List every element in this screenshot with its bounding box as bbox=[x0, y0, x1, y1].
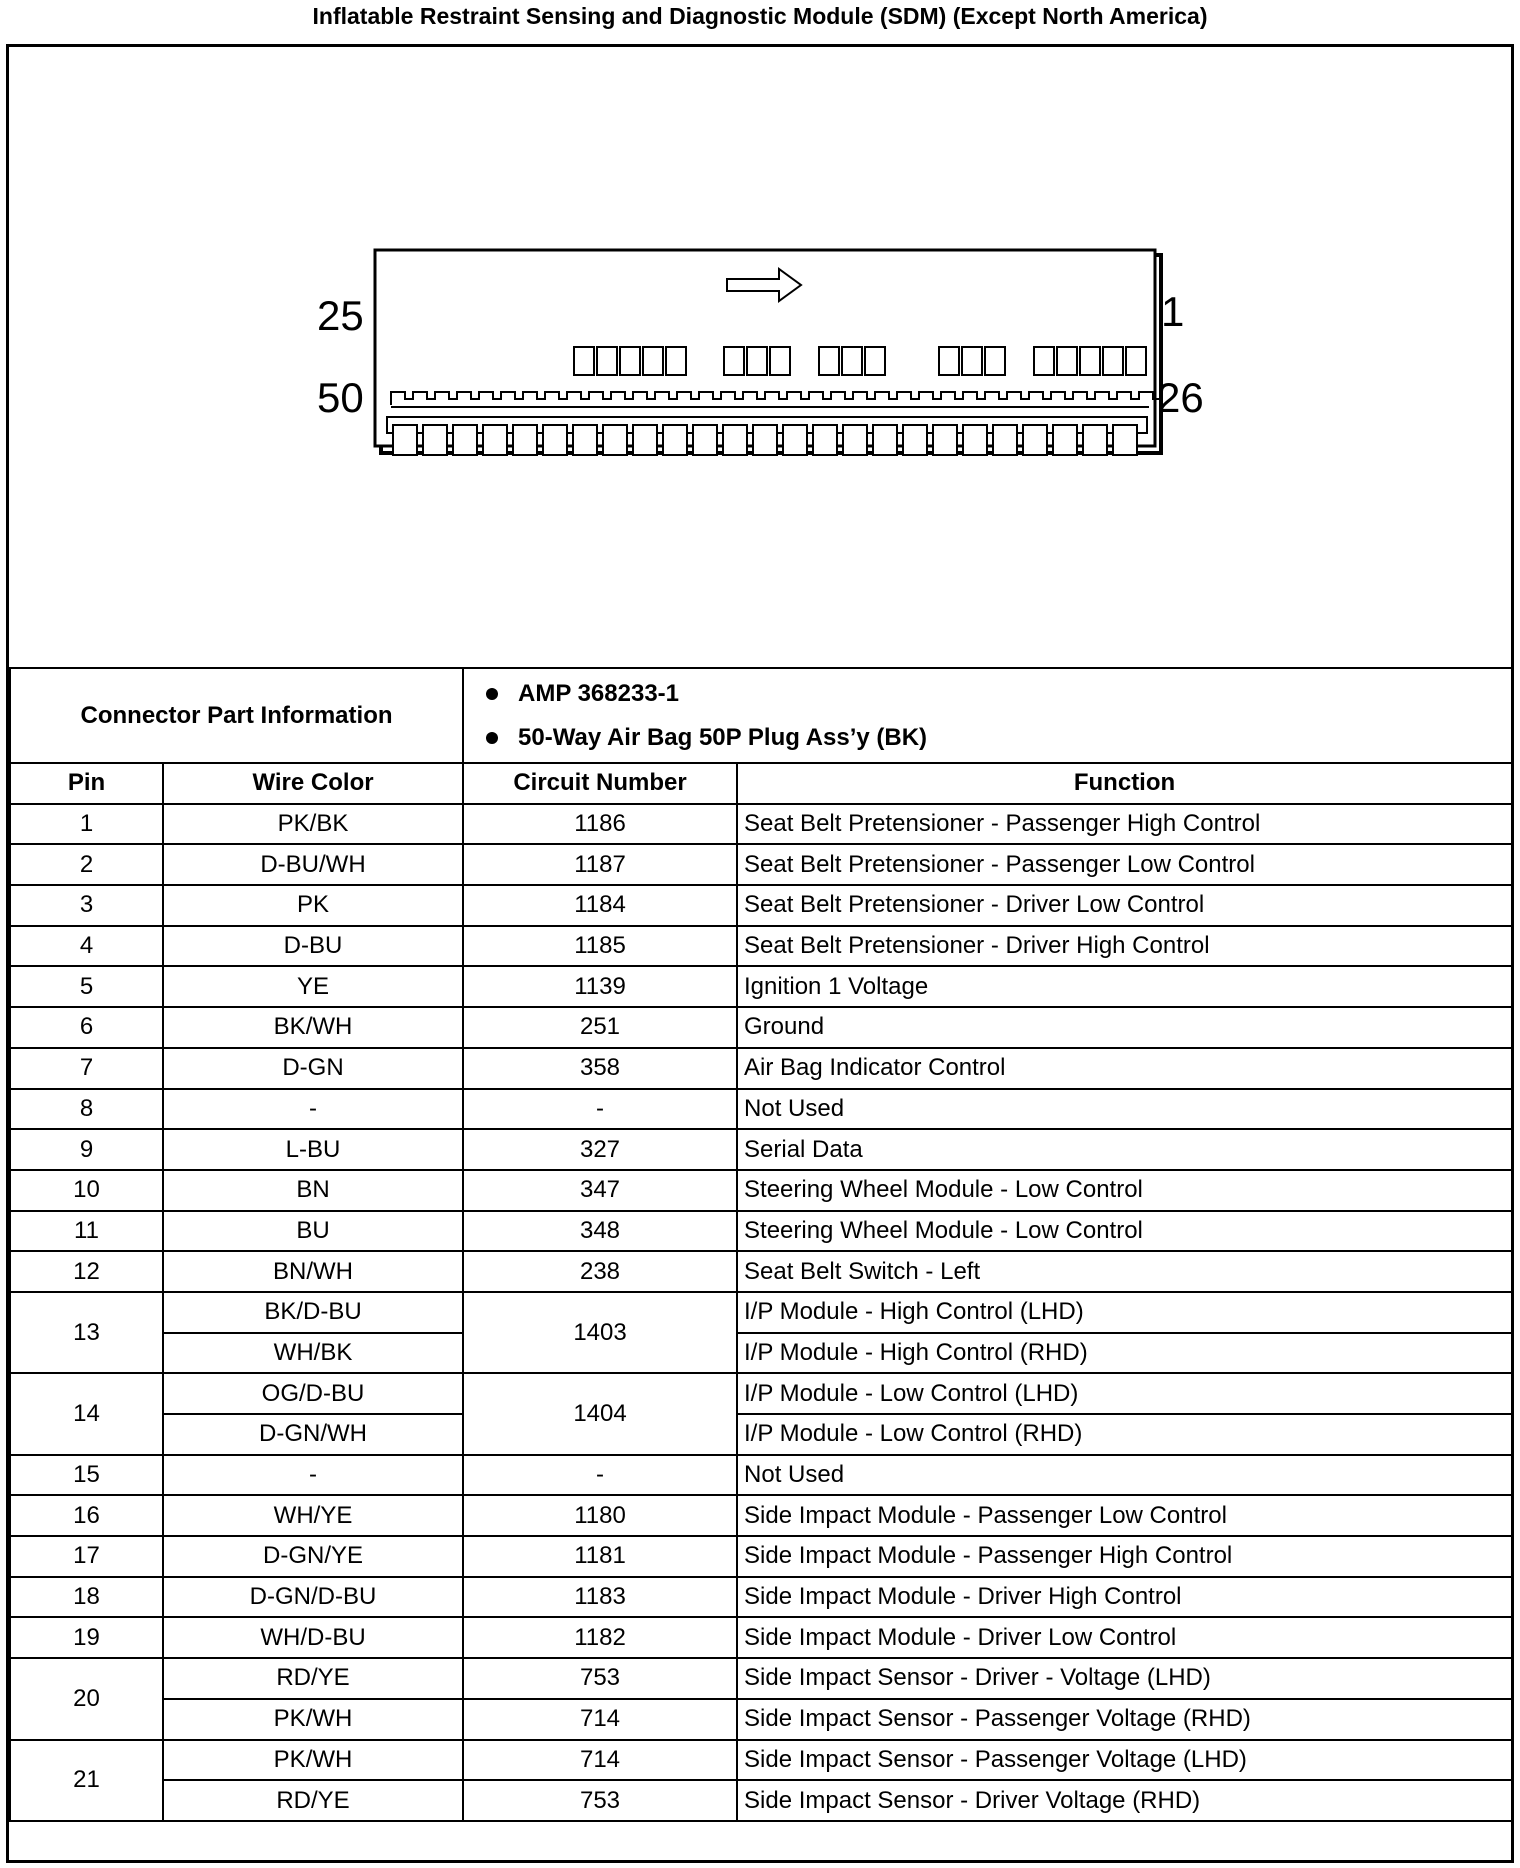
wire-color-cell: BU bbox=[163, 1211, 463, 1252]
pin-label-50: 50 bbox=[317, 374, 364, 421]
circuit-cell: 358 bbox=[463, 1048, 737, 1089]
wire-color-cell: BN bbox=[163, 1170, 463, 1211]
function-cell: I/P Module - High Control (RHD) bbox=[737, 1333, 1512, 1374]
part-info-item bbox=[486, 672, 1511, 716]
circuit-cell: 753 bbox=[463, 1658, 737, 1699]
wire-color-cell: - bbox=[163, 1089, 463, 1130]
wire-color-cell: RD/YE bbox=[163, 1780, 463, 1821]
circuit-cell: 1183 bbox=[463, 1577, 737, 1618]
function-cell: I/P Module - Low Control (RHD) bbox=[737, 1414, 1512, 1455]
part-number: AMP 368233-1 bbox=[518, 679, 680, 707]
wire-color-cell: PK/WH bbox=[163, 1740, 463, 1781]
column-header-function: Function bbox=[737, 763, 1512, 804]
circuit-cell: - bbox=[463, 1089, 737, 1130]
wire-color-cell: BK/WH bbox=[163, 1007, 463, 1048]
wire-color-cell: D-GN/WH bbox=[163, 1414, 463, 1455]
terminal-cavity bbox=[643, 347, 663, 375]
page-title: Inflatable Restraint Sensing and Diagnostic Module (SDM) (Except North America) bbox=[312, 3, 1208, 29]
pin-cell: 7 bbox=[10, 1048, 163, 1089]
function-cell: Seat Belt Pretensioner - Passenger Low Control bbox=[737, 844, 1512, 885]
terminal-cavity bbox=[573, 425, 597, 455]
terminal-cavity bbox=[1053, 425, 1077, 455]
terminal-cavity bbox=[939, 347, 959, 375]
wire-color-cell: D-GN/D-BU bbox=[163, 1577, 463, 1618]
pin-label-1: 1 bbox=[1161, 288, 1185, 335]
pin-cell: 10 bbox=[10, 1170, 163, 1211]
circuit-cell: - bbox=[463, 1455, 737, 1496]
terminal-cavity bbox=[903, 425, 927, 455]
bullet-icon bbox=[486, 688, 498, 700]
terminal-cavity bbox=[1057, 347, 1077, 375]
terminal-cavity bbox=[1034, 347, 1054, 375]
table-row bbox=[10, 1292, 1512, 1333]
table-row bbox=[10, 804, 1512, 845]
function-cell: Seat Belt Pretensioner - Passenger High Control bbox=[737, 804, 1512, 845]
pin-cell: 17 bbox=[10, 1536, 163, 1577]
table-row bbox=[10, 1251, 1512, 1292]
pin-cell: 14 bbox=[10, 1373, 163, 1454]
table-row bbox=[10, 1455, 1512, 1496]
wire-color-cell: YE bbox=[163, 966, 463, 1007]
pin-label-26: 26 bbox=[1157, 374, 1204, 421]
pin-label-25: 25 bbox=[317, 292, 364, 339]
terminal-cavity bbox=[483, 425, 507, 455]
terminal-cavity bbox=[597, 347, 617, 375]
circuit-cell: 714 bbox=[463, 1740, 737, 1781]
pin-cell: 16 bbox=[10, 1495, 163, 1536]
terminal-cavity bbox=[620, 347, 640, 375]
function-cell: Serial Data bbox=[737, 1129, 1512, 1170]
function-cell: Ground bbox=[737, 1007, 1512, 1048]
terminal-cavity bbox=[985, 347, 1005, 375]
terminal-cavity bbox=[574, 347, 594, 375]
pin-cell: 2 bbox=[10, 844, 163, 885]
wire-color-cell: D-GN/YE bbox=[163, 1536, 463, 1577]
terminal-cavity bbox=[423, 425, 447, 455]
terminal-cavity bbox=[543, 425, 567, 455]
pin-cell: 21 bbox=[10, 1740, 163, 1821]
table-row bbox=[10, 1495, 1512, 1536]
pin-cell: 9 bbox=[10, 1129, 163, 1170]
connector-drawing bbox=[9, 47, 1511, 667]
table-row bbox=[10, 1211, 1512, 1252]
table-header-row bbox=[10, 763, 1512, 804]
table-row bbox=[10, 1333, 1512, 1374]
pin-cell: 11 bbox=[10, 1211, 163, 1252]
wire-color-cell: PK/WH bbox=[163, 1699, 463, 1740]
pin-cell: 15 bbox=[10, 1455, 163, 1496]
circuit-cell: 348 bbox=[463, 1211, 737, 1252]
table-row bbox=[10, 1129, 1512, 1170]
table-row bbox=[10, 1089, 1512, 1130]
function-cell: Steering Wheel Module - Low Control bbox=[737, 1170, 1512, 1211]
function-cell: I/P Module - Low Control (LHD) bbox=[737, 1373, 1512, 1414]
terminal-cavity bbox=[723, 425, 747, 455]
table-row bbox=[10, 1373, 1512, 1414]
terminal-cavity bbox=[813, 425, 837, 455]
circuit-cell: 1185 bbox=[463, 926, 737, 967]
terminal-cavity bbox=[842, 347, 862, 375]
terminal-cavity bbox=[663, 425, 687, 455]
connector-view bbox=[9, 47, 1511, 667]
terminal-cavity bbox=[603, 425, 627, 455]
terminal-cavity bbox=[513, 425, 537, 455]
table-row bbox=[10, 1658, 1512, 1699]
table-row bbox=[10, 844, 1512, 885]
terminal-cavity bbox=[865, 347, 885, 375]
circuit-cell: 347 bbox=[463, 1170, 737, 1211]
circuit-cell: 753 bbox=[463, 1780, 737, 1821]
function-cell: Seat Belt Switch - Left bbox=[737, 1251, 1512, 1292]
table-row bbox=[10, 1780, 1512, 1821]
function-cell: Not Used bbox=[737, 1455, 1512, 1496]
pin-cell: 12 bbox=[10, 1251, 163, 1292]
circuit-cell: 238 bbox=[463, 1251, 737, 1292]
terminal-cavity bbox=[873, 425, 897, 455]
wire-color-cell: L-BU bbox=[163, 1129, 463, 1170]
function-cell: Seat Belt Pretensioner - Driver High Control bbox=[737, 926, 1512, 967]
wire-color-cell: WH/D-BU bbox=[163, 1617, 463, 1658]
pin-cell: 4 bbox=[10, 926, 163, 967]
circuit-cell: 1187 bbox=[463, 844, 737, 885]
terminal-cavity bbox=[1023, 425, 1047, 455]
circuit-cell: 1181 bbox=[463, 1536, 737, 1577]
function-cell: Side Impact Module - Passenger Low Control bbox=[737, 1495, 1512, 1536]
table-row bbox=[10, 1048, 1512, 1089]
pinout-table bbox=[9, 667, 1513, 1822]
circuit-cell: 1403 bbox=[463, 1292, 737, 1373]
function-cell: Side Impact Sensor - Passenger Voltage (RHD) bbox=[737, 1699, 1512, 1740]
function-cell: Ignition 1 Voltage bbox=[737, 966, 1512, 1007]
circuit-cell: 1184 bbox=[463, 885, 737, 926]
part-info-row bbox=[10, 668, 1512, 763]
circuit-cell: 1404 bbox=[463, 1373, 737, 1454]
part-info-list bbox=[463, 668, 1512, 763]
function-cell: Side Impact Sensor - Driver Voltage (RHD) bbox=[737, 1780, 1512, 1821]
pin-cell: 8 bbox=[10, 1089, 163, 1130]
circuit-cell: 1139 bbox=[463, 966, 737, 1007]
pin-cell: 18 bbox=[10, 1577, 163, 1618]
terminal-cavity bbox=[933, 425, 957, 455]
table-row bbox=[10, 1007, 1512, 1048]
terminal-cavity bbox=[963, 425, 987, 455]
terminal-cavity bbox=[633, 425, 657, 455]
table-row bbox=[10, 885, 1512, 926]
terminal-cavity bbox=[993, 425, 1017, 455]
function-cell: Side Impact Sensor - Passenger Voltage (LHD) bbox=[737, 1740, 1512, 1781]
pin-cell: 3 bbox=[10, 885, 163, 926]
wire-color-cell: WH/YE bbox=[163, 1495, 463, 1536]
circuit-cell: 327 bbox=[463, 1129, 737, 1170]
pin-cell: 6 bbox=[10, 1007, 163, 1048]
terminal-cavity bbox=[843, 425, 867, 455]
terminal-cavity bbox=[819, 347, 839, 375]
wire-color-cell: RD/YE bbox=[163, 1658, 463, 1699]
terminal-cavity bbox=[1126, 347, 1146, 375]
terminal-cavity bbox=[1103, 347, 1123, 375]
pin-cell: 13 bbox=[10, 1292, 163, 1373]
wire-color-cell: D-GN bbox=[163, 1048, 463, 1089]
function-cell: Side Impact Module - Driver High Control bbox=[737, 1577, 1512, 1618]
wire-color-cell: OG/D-BU bbox=[163, 1373, 463, 1414]
function-cell: Seat Belt Pretensioner - Driver Low Control bbox=[737, 885, 1512, 926]
part-info-item bbox=[486, 716, 1511, 760]
terminal-cavity bbox=[962, 347, 982, 375]
wire-color-cell: D-BU bbox=[163, 926, 463, 967]
function-cell: Air Bag Indicator Control bbox=[737, 1048, 1512, 1089]
function-cell: Side Impact Module - Passenger High Control bbox=[737, 1536, 1512, 1577]
terminal-cavity bbox=[747, 347, 767, 375]
terminal-cavity bbox=[724, 347, 744, 375]
wire-color-cell: BK/D-BU bbox=[163, 1292, 463, 1333]
terminal-cavity bbox=[1080, 347, 1100, 375]
table-row bbox=[10, 1414, 1512, 1455]
wire-color-cell: WH/BK bbox=[163, 1333, 463, 1374]
circuit-cell: 1182 bbox=[463, 1617, 737, 1658]
pin-cell: 19 bbox=[10, 1617, 163, 1658]
terminal-cavity bbox=[1083, 425, 1107, 455]
circuit-cell: 714 bbox=[463, 1699, 737, 1740]
column-header-circuit: Circuit Number bbox=[463, 763, 737, 804]
table-row bbox=[10, 926, 1512, 967]
terminal-cavity bbox=[453, 425, 477, 455]
terminal-cavity bbox=[753, 425, 777, 455]
pin-cell: 1 bbox=[10, 804, 163, 845]
terminal-cavity bbox=[393, 425, 417, 455]
pin-cell: 5 bbox=[10, 966, 163, 1007]
table-row bbox=[10, 1577, 1512, 1618]
terminal-cavity bbox=[783, 425, 807, 455]
function-cell: Side Impact Module - Driver Low Control bbox=[737, 1617, 1512, 1658]
wire-color-cell: BN/WH bbox=[163, 1251, 463, 1292]
circuit-cell: 1180 bbox=[463, 1495, 737, 1536]
table-row bbox=[10, 1617, 1512, 1658]
function-cell: Not Used bbox=[737, 1089, 1512, 1130]
terminal-cavity bbox=[770, 347, 790, 375]
wire-color-cell: - bbox=[163, 1455, 463, 1496]
column-header-pin: Pin bbox=[10, 763, 163, 804]
diagram-frame bbox=[6, 44, 1514, 1863]
table-row bbox=[10, 1170, 1512, 1211]
table-row bbox=[10, 1699, 1512, 1740]
bullet-icon bbox=[486, 732, 498, 744]
terminal-cavity bbox=[1113, 425, 1137, 455]
wire-color-cell: PK bbox=[163, 885, 463, 926]
function-cell: Side Impact Sensor - Driver - Voltage (LHD) bbox=[737, 1658, 1512, 1699]
part-info-label: Connector Part Information bbox=[10, 668, 463, 763]
wire-color-cell: D-BU/WH bbox=[163, 844, 463, 885]
column-header-wire-color: Wire Color bbox=[163, 763, 463, 804]
circuit-cell: 1186 bbox=[463, 804, 737, 845]
part-description: 50-Way Air Bag 50P Plug Ass’y (BK) bbox=[518, 723, 928, 751]
function-cell: I/P Module - High Control (LHD) bbox=[737, 1292, 1512, 1333]
function-cell: Steering Wheel Module - Low Control bbox=[737, 1211, 1512, 1252]
terminal-cavity bbox=[666, 347, 686, 375]
table-row bbox=[10, 1536, 1512, 1577]
wire-color-cell: PK/BK bbox=[163, 804, 463, 845]
pin-cell: 20 bbox=[10, 1658, 163, 1739]
table-row bbox=[10, 966, 1512, 1007]
terminal-cavity bbox=[693, 425, 717, 455]
table-row bbox=[10, 1740, 1512, 1781]
circuit-cell: 251 bbox=[463, 1007, 737, 1048]
